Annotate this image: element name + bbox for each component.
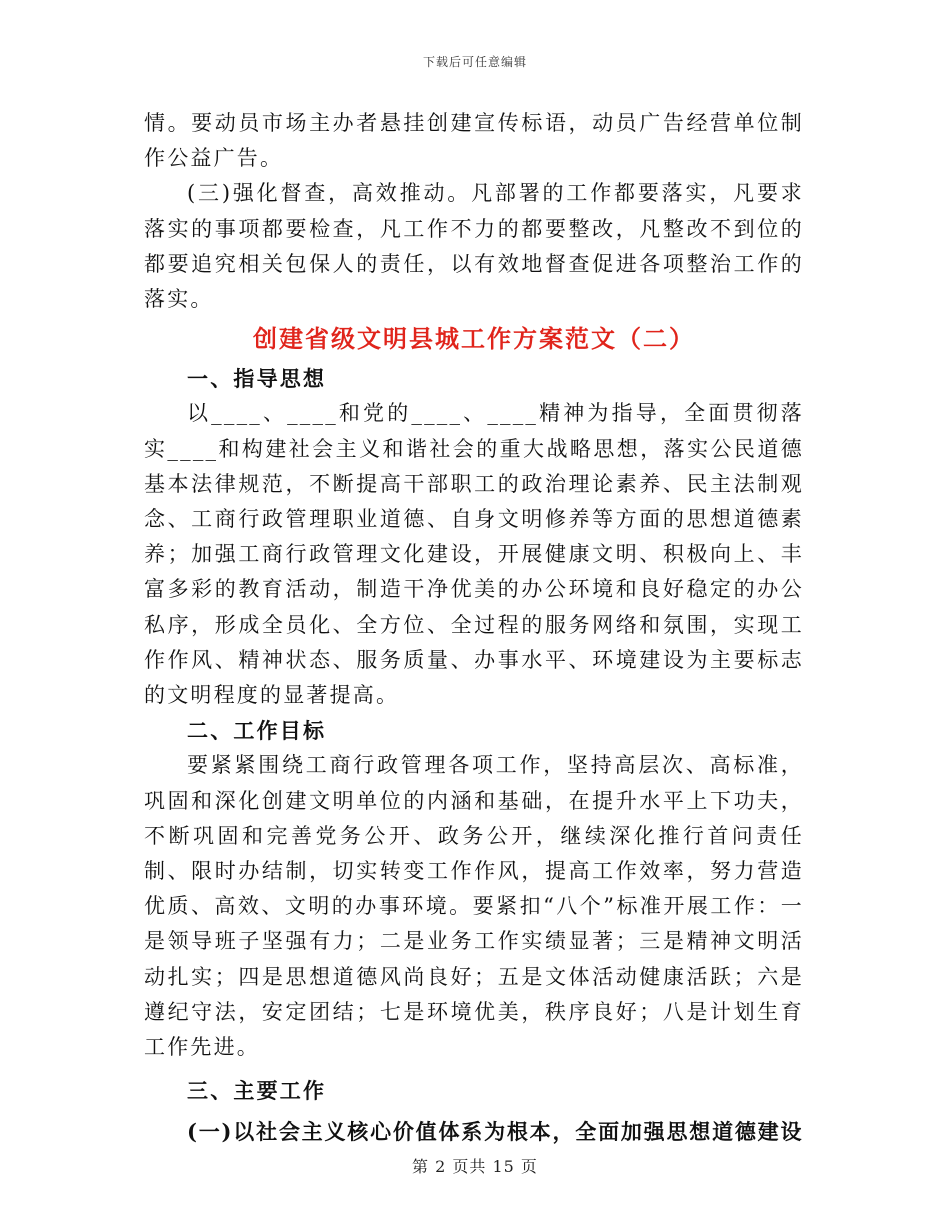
- section-title: 创建省级文明县城工作方案范文（二）: [253, 324, 695, 354]
- paragraph-guiding-ideology: 以____、____和党的____、____精神为指导，全面贯彻落实____和构建社会主义和谐社会的重大战略思想，落实公民道德基本法律规范，不断提高干部职工的政治理论素养、民主法制观念、工商行政管理职业道德、自身文明修养等方面的思想道德素养；加强工商行政管理文化建设，开展健康文明、积极向上、丰富多彩的教育活动，制造干净优美的办公环境和良好稳定的办公私序，形成全员化、全方位、全过程的服务网络和氛围，实现工作作风、精神状态、服务质量、办事水平、环境建设为主要标志的文明程度的显著提高。: [144, 401, 804, 708]
- document-body: [144, 106, 804, 1150]
- page-footer: 第 2 页共 15 页: [412, 1157, 538, 1176]
- paragraph-supervision: (三)强化督查，高效推动。凡部署的工作都要落实，凡要求落实的事项都要检查，凡工作不力的都要整改，凡整改不到位的都要追究相关包保人的责任，以有效地督查促进各项整治工作的落实。: [144, 181, 804, 312]
- paragraph-continuation: 情。要动员市场主办者悬挂创建宣传标语，动员广告经营单位制作公益广告。: [144, 111, 804, 171]
- page-header: 下载后可任意编辑: [422, 55, 527, 69]
- subheading-core-values: (一)以社会主义核心价值体系为根本，全面加强思想道德建设: [187, 1119, 804, 1145]
- paragraph-work-goals: 要紧紧围绕工商行政管理各项工作，坚持高层次、高标准，巩固和深化创建文明单位的内涵和基础，在提升水平上下功夫，不断巩固和完善党务公开、政务公开，继续深化推行首问责任制、限时办结制，切实转变工作作风，提高工作效率，努力营造优质、高效、文明的办事环境。要紧扣“八个”标准开展工作：一是领导班子坚强有力；二是业务工作实绩显著；三是精神文明活动扎实；四是思想道德风尚良好；五是文体活动健康活跃；六是遵纪守法，安定团结；七是环境优美，秩序良好；八是计划生育工作先进。: [144, 753, 804, 1060]
- heading-work-goals: 二、工作目标: [187, 718, 327, 744]
- heading-main-work: 三、主要工作: [187, 1078, 327, 1104]
- heading-guiding-ideology: 一、指导思想: [187, 366, 327, 392]
